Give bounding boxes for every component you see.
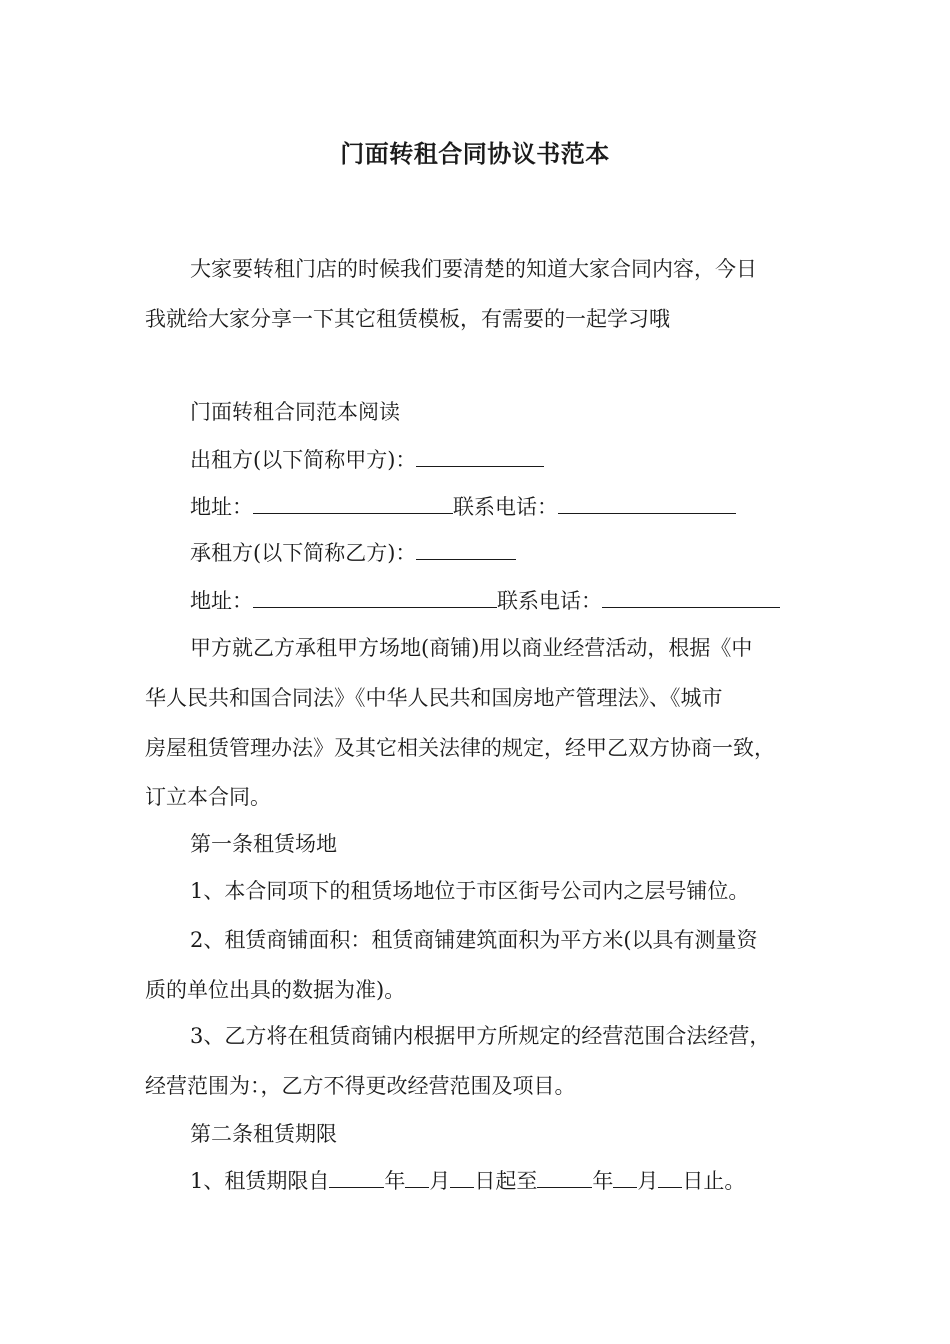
lessor-blank[interactable] — [416, 446, 544, 467]
article2-title: 第二条租赁期限 — [190, 1122, 337, 1146]
term-prefix: 1、租赁期限自 — [190, 1169, 330, 1193]
lessor-label: 出租方(以下简称甲方)： — [190, 448, 417, 472]
intro-line-1: 大家要转租门店的时候我们要清楚的知道大家合同内容，今日 — [190, 257, 757, 281]
term-month-2: 月 — [637, 1169, 659, 1193]
address-label-2: 地址： — [190, 589, 253, 613]
preamble-line-1: 甲方就乙方承租甲方场地(商铺)用以商业经营活动，根据《中 — [190, 636, 753, 660]
article1-item1: 1、本合同项下的租赁场地位于市区街号公司内之层号铺位。 — [190, 879, 750, 903]
start-day-blank[interactable] — [450, 1167, 474, 1188]
term-day-1: 日起至 — [474, 1169, 538, 1193]
document-title: 门面转租合同协议书范本 — [340, 140, 610, 168]
address-label-1: 地址： — [190, 495, 253, 519]
start-year-blank[interactable] — [329, 1167, 384, 1188]
lessee-blank[interactable] — [416, 539, 516, 560]
address-blank-1[interactable] — [253, 493, 453, 514]
preamble-line-2: 华人民共和国合同法》《中华人民共和国房地产管理法》、《城市 — [145, 686, 723, 710]
article1-item3-line-2: 经营范围为：，乙方不得更改经营范围及项目。 — [145, 1074, 576, 1098]
phone-label-2: 联系电话： — [497, 589, 602, 613]
heading-read: 门面转租合同范本阅读 — [190, 400, 400, 424]
term-month-1: 月 — [429, 1169, 451, 1193]
end-year-blank[interactable] — [537, 1167, 592, 1188]
lessor-row — [190, 445, 835, 475]
address-row-2 — [190, 586, 835, 616]
preamble-line-4: 订立本合同。 — [145, 785, 271, 809]
term-year-2: 年 — [592, 1169, 614, 1193]
article1-item2-line-1: 2、租赁商铺面积：租赁商铺建筑面积为平方米(以具有测量资 — [190, 928, 758, 952]
lessee-label: 承租方(以下简称乙方)： — [190, 541, 417, 565]
end-month-blank[interactable] — [613, 1167, 637, 1188]
lessee-row — [190, 538, 835, 568]
article1-item2-line-2: 质的单位出具的数据为准)。 — [145, 978, 406, 1002]
article2-item1 — [190, 1166, 835, 1196]
phone-blank-2[interactable] — [602, 587, 780, 608]
address-row-1 — [190, 492, 835, 522]
term-year-1: 年 — [384, 1169, 406, 1193]
phone-blank-1[interactable] — [558, 493, 736, 514]
term-day-2: 日止。 — [682, 1169, 746, 1193]
preamble-line-3: 房屋租赁管理办法》及其它相关法律的规定，经甲乙双方协商一致， — [145, 736, 775, 760]
address-blank-2[interactable] — [253, 587, 497, 608]
intro-line-2: 我就给大家分享一下其它租赁模板，有需要的一起学习哦 — [145, 307, 670, 331]
end-day-blank[interactable] — [658, 1167, 682, 1188]
article1-title: 第一条租赁场地 — [190, 832, 337, 856]
article1-item3-line-1: 3、乙方将在租赁商铺内根据甲方所规定的经营范围合法经营， — [190, 1024, 771, 1048]
phone-label-1: 联系电话： — [453, 495, 558, 519]
start-month-blank[interactable] — [405, 1167, 429, 1188]
